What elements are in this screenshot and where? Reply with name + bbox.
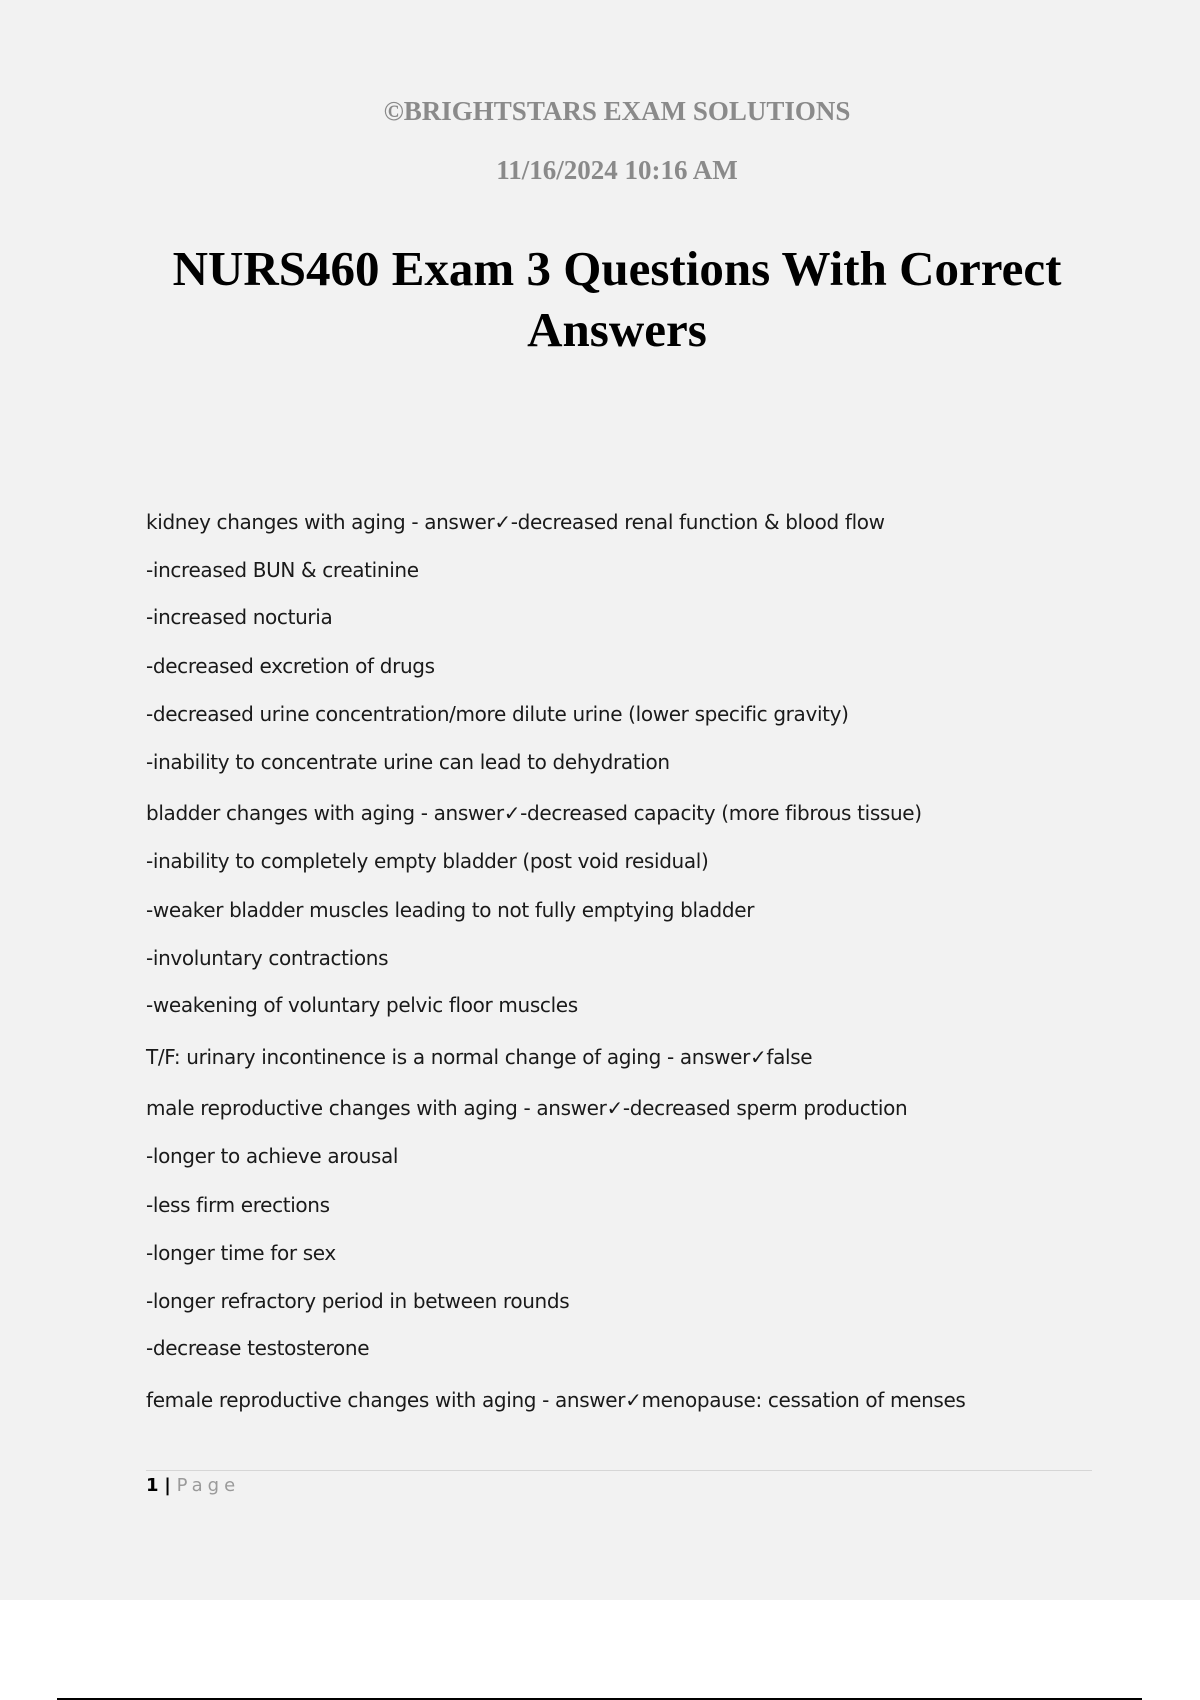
qa-line: -involuntary contractions xyxy=(146,946,389,970)
qa-line: male reproductive changes with aging - answer✓-decreased sperm production xyxy=(146,1096,908,1120)
page-number: 1 xyxy=(146,1475,159,1496)
footer-divider xyxy=(146,1470,1092,1471)
page-separator: | xyxy=(164,1475,171,1496)
qa-line: -less firm erections xyxy=(146,1193,330,1217)
qa-line: -inability to completely empty bladder (post void residual) xyxy=(146,849,709,873)
qa-line: kidney changes with aging - answer✓-decreased renal function & blood flow xyxy=(146,510,885,534)
page-footer xyxy=(146,1474,240,1498)
qa-line: -increased BUN & creatinine xyxy=(146,558,419,582)
qa-line: -longer time for sex xyxy=(146,1241,336,1265)
qa-line: -decreased urine concentration/more dilute urine (lower specific gravity) xyxy=(146,702,849,726)
qa-line: bladder changes with aging - answer✓-decreased capacity (more fibrous tissue) xyxy=(146,801,922,825)
watermark-brand: ©BRIGHTSTARS EXAM SOLUTIONS xyxy=(383,96,851,126)
qa-line: -decrease testosterone xyxy=(146,1336,370,1360)
qa-line: -increased nocturia xyxy=(146,605,333,629)
qa-line: -weakening of voluntary pelvic floor muscles xyxy=(146,993,578,1017)
qa-line: -decreased excretion of drugs xyxy=(146,654,435,678)
qa-line: T/F: urinary incontinence is a normal change of aging - answer✓false xyxy=(146,1045,813,1069)
qa-line: female reproductive changes with aging - answer✓menopause: cessation of menses xyxy=(146,1388,966,1412)
qa-line: -inability to concentrate urine can lead to dehydration xyxy=(146,750,670,774)
qa-line: -weaker bladder muscles leading to not fully emptying bladder xyxy=(146,898,755,922)
watermark-timestamp: 11/16/2024 10:16 AM xyxy=(496,155,738,185)
document-title: NURS460 Exam 3 Questions With Correct Answers xyxy=(172,241,1062,357)
page-label: Page xyxy=(176,1475,241,1496)
qa-line: -longer to achieve arousal xyxy=(146,1144,399,1168)
qa-line: -longer refractory period in between rounds xyxy=(146,1289,570,1313)
